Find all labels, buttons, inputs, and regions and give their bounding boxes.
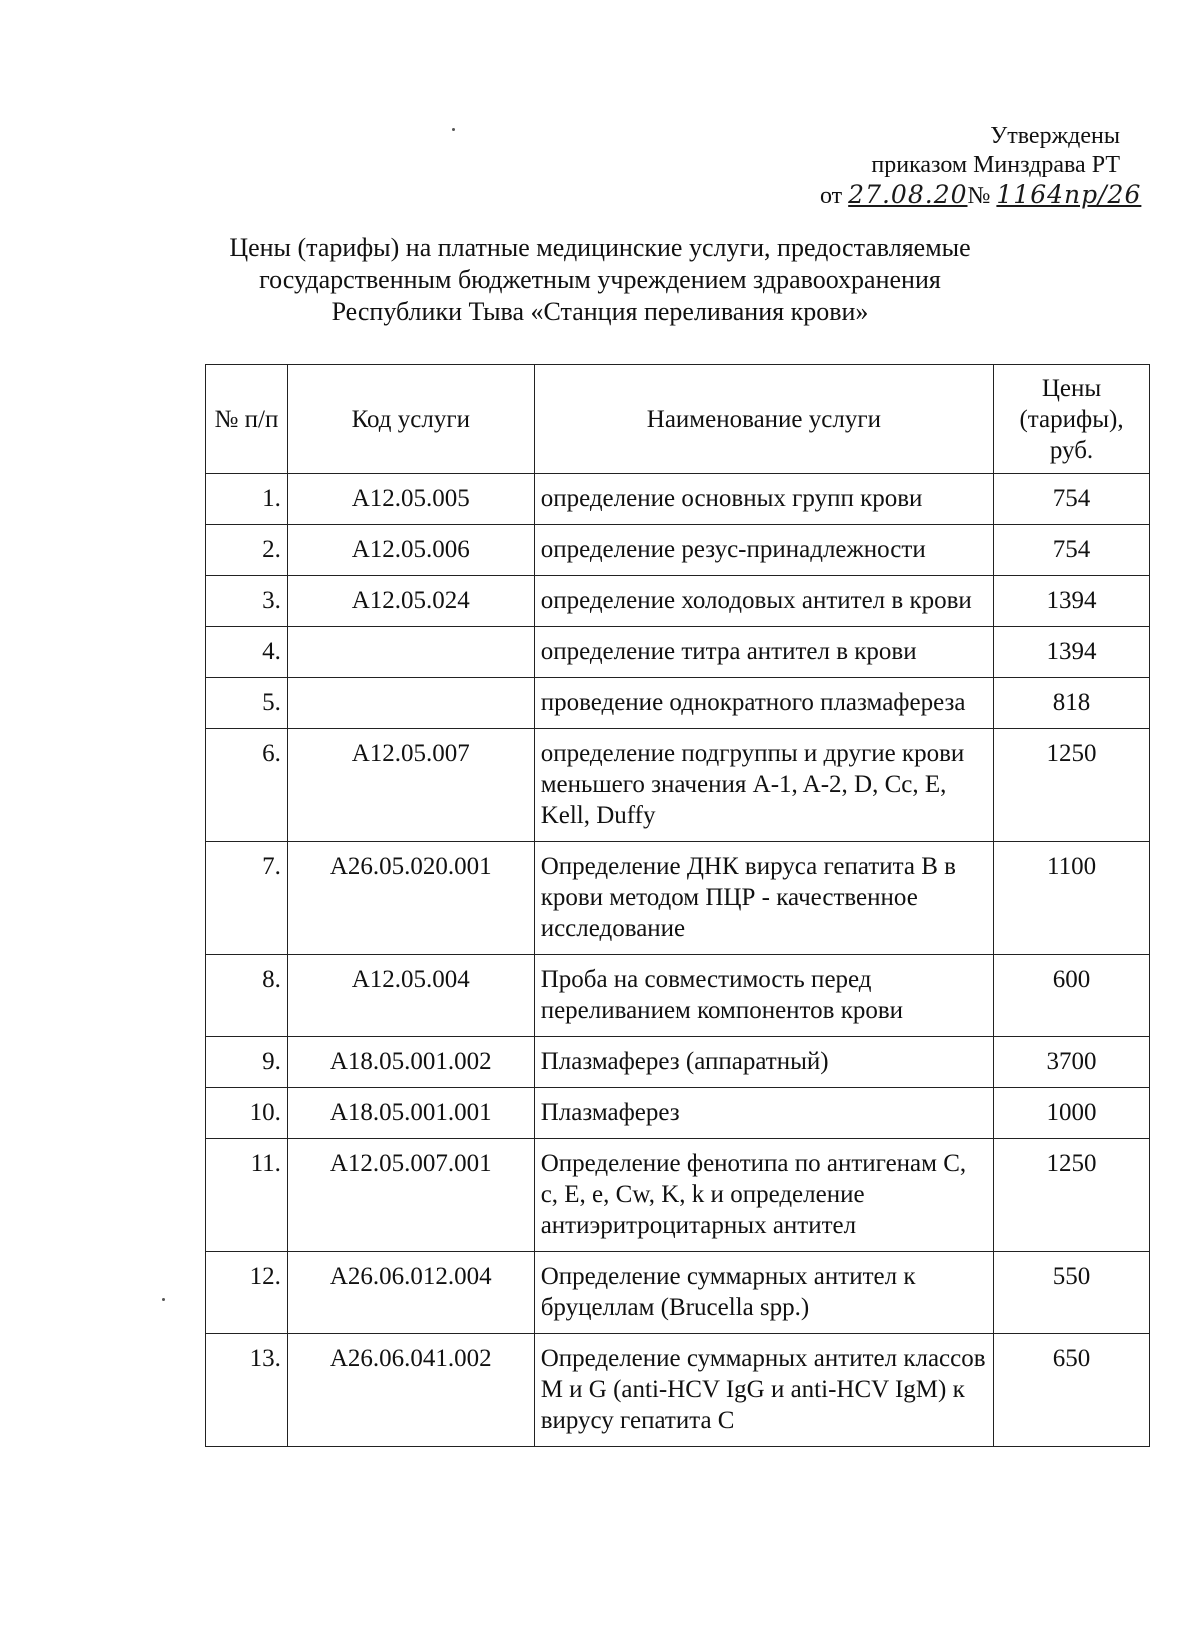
table-row	[206, 474, 1150, 525]
service-code-cell: A12.05.005	[287, 474, 534, 525]
price-cell: 1250	[994, 1139, 1150, 1252]
service-code-cell: A12.05.004	[287, 955, 534, 1037]
approval-date-prefix: от	[820, 183, 843, 209]
row-number-cell: 12.	[206, 1252, 288, 1334]
price-cell: 1100	[994, 842, 1150, 955]
table-row	[206, 525, 1150, 576]
service-code-cell: A26.06.041.002	[287, 1334, 534, 1447]
service-name-cell: определение титра антител в крови	[534, 627, 993, 678]
service-name-cell: Определение ДНК вируса гепатита В в крови методом ПЦР - качественное исследование	[534, 842, 993, 955]
header-number: № п/п	[206, 365, 288, 474]
service-name-cell: Определение суммарных антител к бруцеллам (Brucella spp.)	[534, 1252, 993, 1334]
service-code-cell: A18.05.001.001	[287, 1088, 534, 1139]
approval-heading: Утверждены	[990, 123, 1120, 149]
service-code-cell: A12.05.007.001	[287, 1139, 534, 1252]
price-cell: 3700	[994, 1037, 1150, 1088]
header-price: Цены (тарифы), руб.	[994, 365, 1150, 474]
table-header-row	[206, 365, 1150, 474]
service-code-cell: A18.05.001.002	[287, 1037, 534, 1088]
table-row	[206, 627, 1150, 678]
service-name-cell: определение подгруппы и другие крови меньшего значения A-1, A-2, D, Cc, E, Kell, Duffy	[534, 729, 993, 842]
table-row	[206, 576, 1150, 627]
row-number-cell: 5.	[206, 678, 288, 729]
service-name-cell: Плазмаферез	[534, 1088, 993, 1139]
price-cell: 818	[994, 678, 1150, 729]
service-name-cell: Определение фенотипа по антигенам C, c, E, e, Cw, K, k и определение антиэритроцитарных антител	[534, 1139, 993, 1252]
price-cell: 754	[994, 525, 1150, 576]
service-name-cell: определение резус-принадлежности	[534, 525, 993, 576]
service-name-cell: определение основных групп крови	[534, 474, 993, 525]
table-row	[206, 955, 1150, 1037]
service-code-cell: A26.06.012.004	[287, 1252, 534, 1334]
price-cell: 1250	[994, 729, 1150, 842]
approval-order-issuer: приказом Минздрава РТ	[871, 152, 1120, 178]
document-title	[150, 232, 1050, 328]
row-number-cell: 4.	[206, 627, 288, 678]
service-code-cell	[287, 678, 534, 729]
row-number-cell: 2.	[206, 525, 288, 576]
scan-speck	[452, 128, 455, 131]
service-code-cell: A12.05.007	[287, 729, 534, 842]
service-name-cell: Определение суммарных антител классов M и G (anti-HCV IgG и anti-HCV IgM) к вирусу гепатита С	[534, 1334, 993, 1447]
row-number-cell: 13.	[206, 1334, 288, 1447]
approval-stamp-block	[820, 122, 1142, 211]
service-name-cell: Плазмаферез (аппаратный)	[534, 1037, 993, 1088]
row-number-cell: 11.	[206, 1139, 288, 1252]
handwritten-date: 27.08.20	[848, 180, 968, 209]
price-cell: 754	[994, 474, 1150, 525]
service-name-cell: Проба на совместимость перед переливанием компонентов крови	[534, 955, 993, 1037]
number-sign: №	[967, 183, 991, 209]
header-service-name: Наименование услуги	[534, 365, 993, 474]
service-code-cell: A26.05.020.001	[287, 842, 534, 955]
table-row	[206, 729, 1150, 842]
title-line-3: Республики Тыва «Станция переливания крови»	[331, 297, 869, 326]
service-name-cell: определение холодовых антител в крови	[534, 576, 993, 627]
price-cell: 1000	[994, 1088, 1150, 1139]
row-number-cell: 3.	[206, 576, 288, 627]
table-row	[206, 1088, 1150, 1139]
table-row	[206, 1139, 1150, 1252]
row-number-cell: 7.	[206, 842, 288, 955]
table-row	[206, 842, 1150, 955]
row-number-cell: 10.	[206, 1088, 288, 1139]
service-code-cell	[287, 627, 534, 678]
row-number-cell: 8.	[206, 955, 288, 1037]
title-line-2: государственным бюджетным учреждением здравоохранения	[259, 265, 941, 294]
table-row	[206, 678, 1150, 729]
row-number-cell: 9.	[206, 1037, 288, 1088]
table-row	[206, 1334, 1150, 1447]
price-cell: 1394	[994, 627, 1150, 678]
service-code-cell: A12.05.006	[287, 525, 534, 576]
service-code-cell: A12.05.024	[287, 576, 534, 627]
price-cell: 600	[994, 955, 1150, 1037]
row-number-cell: 1.	[206, 474, 288, 525]
header-service-code: Код услуги	[287, 365, 534, 474]
price-cell: 650	[994, 1334, 1150, 1447]
table-row	[206, 1037, 1150, 1088]
scan-speck	[162, 1298, 165, 1301]
handwritten-order-number: 1164пр/26	[996, 180, 1142, 209]
table-body	[206, 474, 1150, 1447]
row-number-cell: 6.	[206, 729, 288, 842]
service-name-cell: проведение однократного плазмафереза	[534, 678, 993, 729]
price-cell: 550	[994, 1252, 1150, 1334]
price-cell: 1394	[994, 576, 1150, 627]
table-row	[206, 1252, 1150, 1334]
title-line-1: Цены (тарифы) на платные медицинские услуги, предоставляемые	[229, 233, 971, 262]
approval-order-reference	[820, 180, 1142, 211]
tariff-table	[205, 364, 1150, 1447]
